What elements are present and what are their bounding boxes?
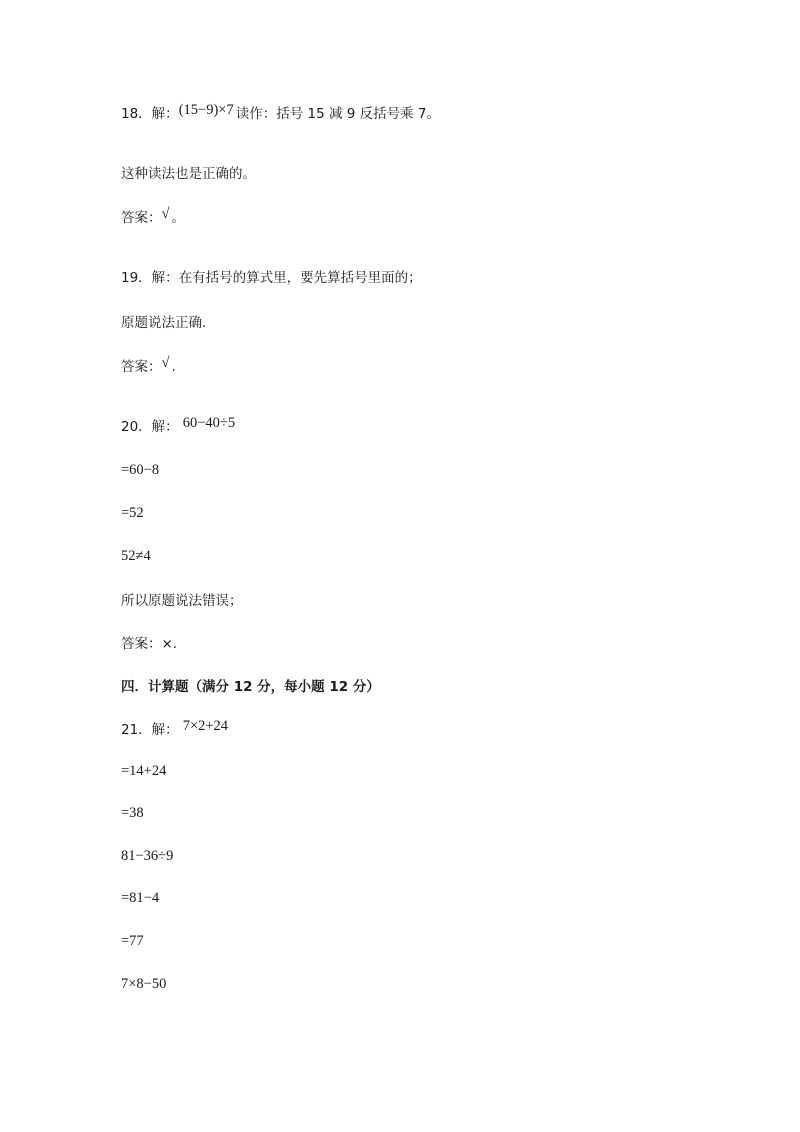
q18-answer-end: 。 [171, 210, 185, 226]
q19-line [121, 268, 422, 288]
q21-step-4: =77 [121, 933, 144, 949]
q19-note: 原题说法正确. [121, 315, 207, 331]
q20-expression: 60−40÷5 [182, 415, 236, 431]
q19-label: 19．解： [121, 270, 179, 286]
q18-expression: (15−9)×7 [178, 102, 234, 118]
q19-answer [121, 357, 176, 377]
q21-label: 21．解： [121, 722, 179, 738]
q21-step-3: =81−4 [121, 890, 160, 906]
q19-answer-end: . [171, 359, 176, 375]
q18-answer [121, 208, 185, 228]
q21-step-2: =38 [121, 805, 144, 821]
q18-note: 这种读法也是正确的。 [121, 166, 256, 182]
q19-text: 在有括号的算式里，要先算括号里面的； [178, 270, 422, 286]
q21-expression-3: 7×8−50 [121, 976, 167, 992]
q18-line [121, 104, 440, 124]
q20-answer: 答案：×. [121, 636, 178, 652]
q19-answer-label: 答案： [121, 359, 162, 375]
q21-expression-2: 81−36÷9 [121, 848, 174, 864]
q18-label: 18．解： [121, 106, 179, 122]
q19-check-mark: √ [161, 355, 170, 371]
q20-step-3: 52≠4 [121, 548, 151, 564]
q18-answer-label: 答案： [121, 210, 162, 226]
section-4-heading: 四．计算题（满分 12 分，每小题 12 分） [121, 679, 380, 695]
q20-line [121, 417, 237, 437]
q20-step-1: =60−8 [121, 462, 160, 478]
q21-step-1: =14+24 [121, 763, 167, 779]
q18-reading-text: 读作：括号 15 减 9 反括号乘 7。 [235, 106, 441, 122]
q20-step-2: =52 [121, 505, 144, 521]
q18-check-mark: √ [161, 206, 170, 222]
q20-label: 20．解： [121, 419, 179, 435]
q20-note: 所以原题说法错误； [121, 593, 243, 609]
q21-expression: 7×2+24 [182, 718, 229, 734]
q21-line [121, 720, 230, 740]
